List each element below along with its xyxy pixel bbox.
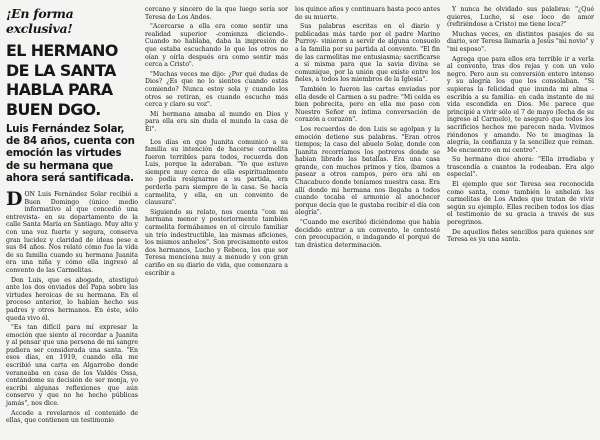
paragraph: Los días en que Juanita comunicó a su familia su intención de hacerse carmelita fueron terribles para todos, recuerda don Luis, porque la adoraban. "Yo que estuve siempre muy cerca de ella espiritualmente no podía resignarme a su partida, era perderla para siempre de la casa. Se hacía carmelita, y ella, en un convento de clausura". bbox=[145, 138, 288, 207]
paragraph: Don Luis, que es abogado, atestiguó ante los dos enviados del Papa sobre las virtudes heroicas de su hermana. En el proceso anterior, lo habían hecho sus padres y otros hermanos. En éste, sólo queda vivo él. bbox=[6, 276, 138, 322]
column-2 bbox=[145, 6, 288, 279]
paragraph: "Es tan difícil para mí expresar la emoción que siento al recordar a Juanita y al pensar que una persona de mi sangre pudiera ser considerada una santa. "En esos días, en 1919, cuando ella me escribió una carta en Algarrobo donde veraneaba en casa de los Valdés Ossa, contándome su decisión de ser monja, yo escribí algunas reflexiones que aún conservo y que no he hecho públicas jamás", nos dice. bbox=[6, 324, 138, 408]
paragraph: Siguiendo su relato, nos cuenta "con mi hermana menor y posteriormente también carmelita formábamos en el círculo familiar un trío indestructible, las mismas aficiones, los mismos anhelos". Son precisamente estos dos hermanos, Lucho y Rebeca, los que sor Teresa menciona muy a menudo y con gran cariño en su diario de vida, que comenzara a escribir a bbox=[145, 208, 288, 277]
deck: Luis Fernández Solar, de 84 años, cuenta con emoción las virtudes de su hermana que ahora será santificada. bbox=[6, 124, 135, 184]
paragraph: Accede a revelarnos el contenido de ellas, que contienen un testimonio bbox=[6, 409, 138, 425]
paragraph: ON Luis Fernández Solar recibió a Buen Domingo (único medio informativo al que concedió una entrevista- en su departamento de la calle Santa María en Santiago. Muy alto y con una voz fuerte y segura, conserva gran lucidez y claridad de ideas pese a sus 84 años. Nos relató cómo fue la vida de su familia cuando su hermana Juanita era una niña y cómo ella ingresó al convento de las Carmelitas. bbox=[6, 191, 138, 274]
paragraph: cercano y sincero de la que luego sería sor Teresa de Los Andes. bbox=[145, 6, 288, 21]
paragraph: Agrega que para ellos era terrible ir a verla al convento, tras dos rejas y con un velo negro. Pero aun su conversión entero intenso y su alegría los que los consolaban. "Si supieras la felicidad que inunda mi alma -escribía a su familia- en cada instante de mi vida escondida en Dios. Me parece que principié a vivir sólo el 7 de mayo (fecha de su ingreso al Carmelo), te aseguro que todos los sacrificios hechos me parecen nada. Vivimos riéndonos y amando. No te imaginas la alegría, la confianza y la sencillez que reinan. Me encuentro en mi centro". bbox=[447, 55, 594, 154]
paragraph: "Cuando me escribió diciéndome que había decidido entrar a un convento, le contesté con preocupación, e indagando el porqué de tan drástica determinación. bbox=[295, 219, 440, 249]
paragraph: Y nunca he olvidado sus palabras: "¿Qué quieres, Lucho, si ese loco de amor (refiriéndose a Cristo) me tiene loca?" bbox=[447, 6, 594, 29]
column-4 bbox=[447, 6, 594, 246]
paragraph: Su hermano dice ahora: "Ella irradiaba y trascendía a cuantos la rodeaban. Era algo especial". bbox=[447, 156, 594, 179]
headline: EL HERMANO DE LA SANTA HABLA PARA BUEN DGO. bbox=[6, 41, 118, 119]
lead-paragraph bbox=[6, 188, 138, 275]
kicker: ¡En forma exclusiva! bbox=[6, 6, 74, 36]
paragraph: Mi hermana amaba al mundo en Dios y para ella era sin duda el mundo la casa de Él". bbox=[145, 110, 288, 133]
paragraph: los quince años y continuara hasta poco antes de su muerte. bbox=[295, 6, 440, 21]
drop-cap: D bbox=[6, 188, 23, 211]
paragraph: Muchas veces, en distintos pasajes de su diario, sor Teresa llamaría a Jesús "mi novio" y "mi esposo". bbox=[447, 30, 594, 53]
paragraph: De aquellos fieles sencillos para quienes sor Teresa es ya una santa. bbox=[447, 228, 594, 244]
paragraph: Los recuerdos de don Luis se agolpan y la emoción detiene sus palabras. "Eran otros tiempos; la casa del abuelo Solar, donde con Juanita recorríamos los potreros donde se habían librado las batallas. Era una casa grande, con muchos primos y tíos, íbamos a pasear a otros campos, pero era ahí en Chacabuco donde teníamos nuestra casa. Era allí donde mi hermana nos llegaba a todos cuando tocaba el armonio al anochecer porque decía que le gustaba recibir el día con alegría". bbox=[295, 125, 440, 217]
paragraph: "Acercarse a ella era como sentir una realidad superior -comienza diciendo-. Cuando no hablaba, daba la impresión de que estaba escuchando lo que los otros no oían y oírla después era como sentir más cerca a Cristo". bbox=[145, 23, 288, 69]
column-3 bbox=[295, 6, 440, 251]
paragraph: También lo fueron las cartas enviadas por ella desde el Carmen a su padre: "Mi celda es bien pobrecita, pero en ella me paso con Nuestro Señor en íntima conversación de corazón a corazón". bbox=[295, 85, 440, 124]
column-1 bbox=[6, 6, 138, 427]
paragraph: El ejemplo que sor Teresa sea reconocida como santa, como también lo anhelan las carmelitas de Los Andes que tratan de vivir según su ejemplo. Ellas reciben todos los días el testimonio de su gracia a través de sus peregrinos. bbox=[447, 181, 594, 227]
paragraph: "Muchas veces me dijo: ¿Por qué dudas de Dios? ¿Es que no lo sientes cuando estás comiendo? Nunca estoy sola y cuando los otros se retiran, es cuando escucho más cerca y claro su voz". bbox=[145, 70, 288, 109]
paragraph: Sus palabras escritas en el diario y publicadas más tarde por el padre Marino Purroy- vinieron a servir de alguna consuelo a la familia por su partida al convento. "El fin de las carmelitas me entusiasma; sacrificarse a sí misma para que la savia divina se comunique, por la unión que existe entre los fieles, a todos los miembros de la Iglesia". bbox=[295, 23, 440, 84]
